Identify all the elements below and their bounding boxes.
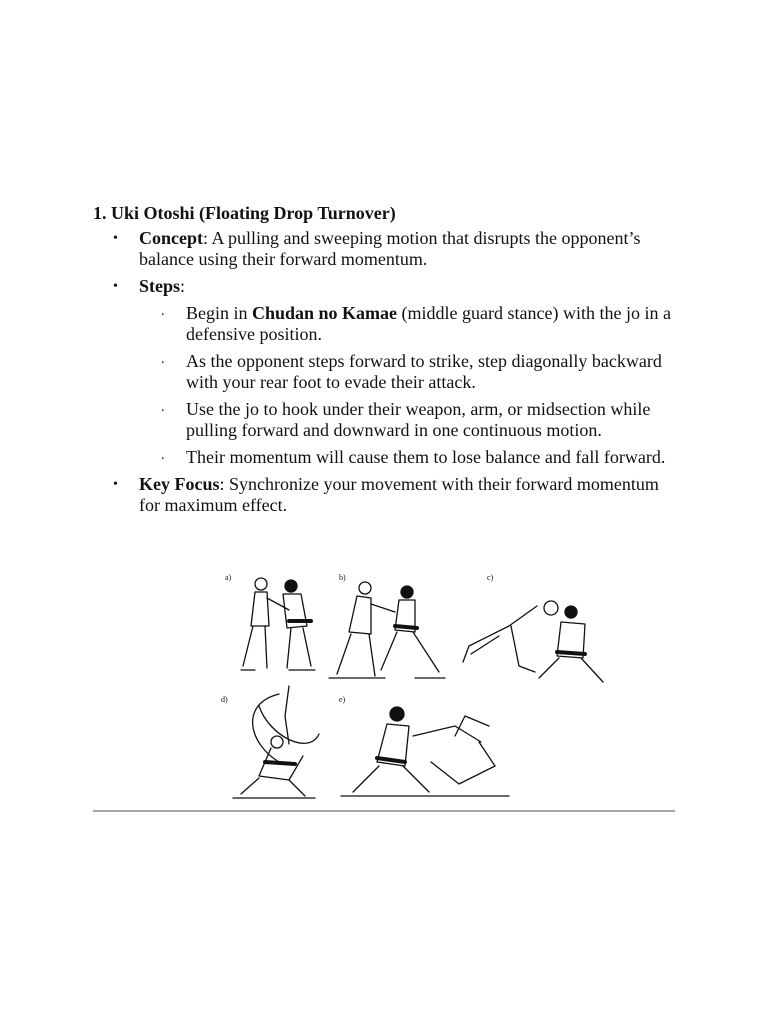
panel-b-figures [329,582,445,678]
panel-label-d: d) [221,695,228,704]
bullet-icon: • [113,477,118,492]
bullet-icon: • [113,231,118,246]
step-text-pre: Use the jo to hook under their weapon, arm, or midsection while pulling forward and downward in one continuous motion. [186,399,651,440]
panel-label-a: a) [225,573,232,582]
list-item-key-focus [113,474,684,516]
steps-label: Steps [139,276,181,296]
steps-sublist [161,303,684,468]
section-heading: 1. Uki Otoshi (Floating Drop Turnover) [93,203,396,223]
panel-label-b: b) [339,573,346,582]
panel-label-e: e) [339,695,346,704]
steps-colon: : [180,276,186,296]
sub-bullet-icon: . [161,352,165,367]
step-text-pre: As the opponent steps forward to strike, step diagonally backward with your rear foot to evade their attack. [186,351,662,392]
step-item [161,399,684,441]
list-item-steps [113,276,684,468]
list-item-concept [113,228,684,270]
concept-label: Concept [139,228,203,248]
panel-label-c: c) [487,573,494,582]
horizontal-rule [93,810,675,812]
sub-bullet-icon: . [161,448,165,463]
step-text-pre: Begin in [186,303,252,323]
panel-e-figures [341,707,509,796]
step-text-bold: Chudan no Kamae [252,303,398,323]
step-item [161,303,684,345]
step-item [161,447,684,468]
step-text-pre: Their momentum will cause them to lose balance and fall forward. [186,447,666,467]
illustration-svg [219,566,607,808]
concept-text: : A pulling and sweeping motion that disrupts the opponent’s balance using their forward momentum. [139,228,641,269]
bullet-icon: • [113,279,118,294]
key-focus-text: : Synchronize your movement with their forward momentum for maximum effect. [139,474,659,515]
key-focus-label: Key Focus [139,474,220,494]
step-item [161,351,684,393]
step-text-post: (middle guard stance) with the jo in a defensive position. [186,303,671,344]
technique-list [113,228,684,522]
panel-d-figures [233,686,319,798]
technique-illustration [219,566,607,808]
panel-a-figures [241,578,315,670]
panel-c-figures [463,601,603,682]
sub-bullet-icon: . [161,304,165,319]
sub-bullet-icon: . [161,400,165,415]
